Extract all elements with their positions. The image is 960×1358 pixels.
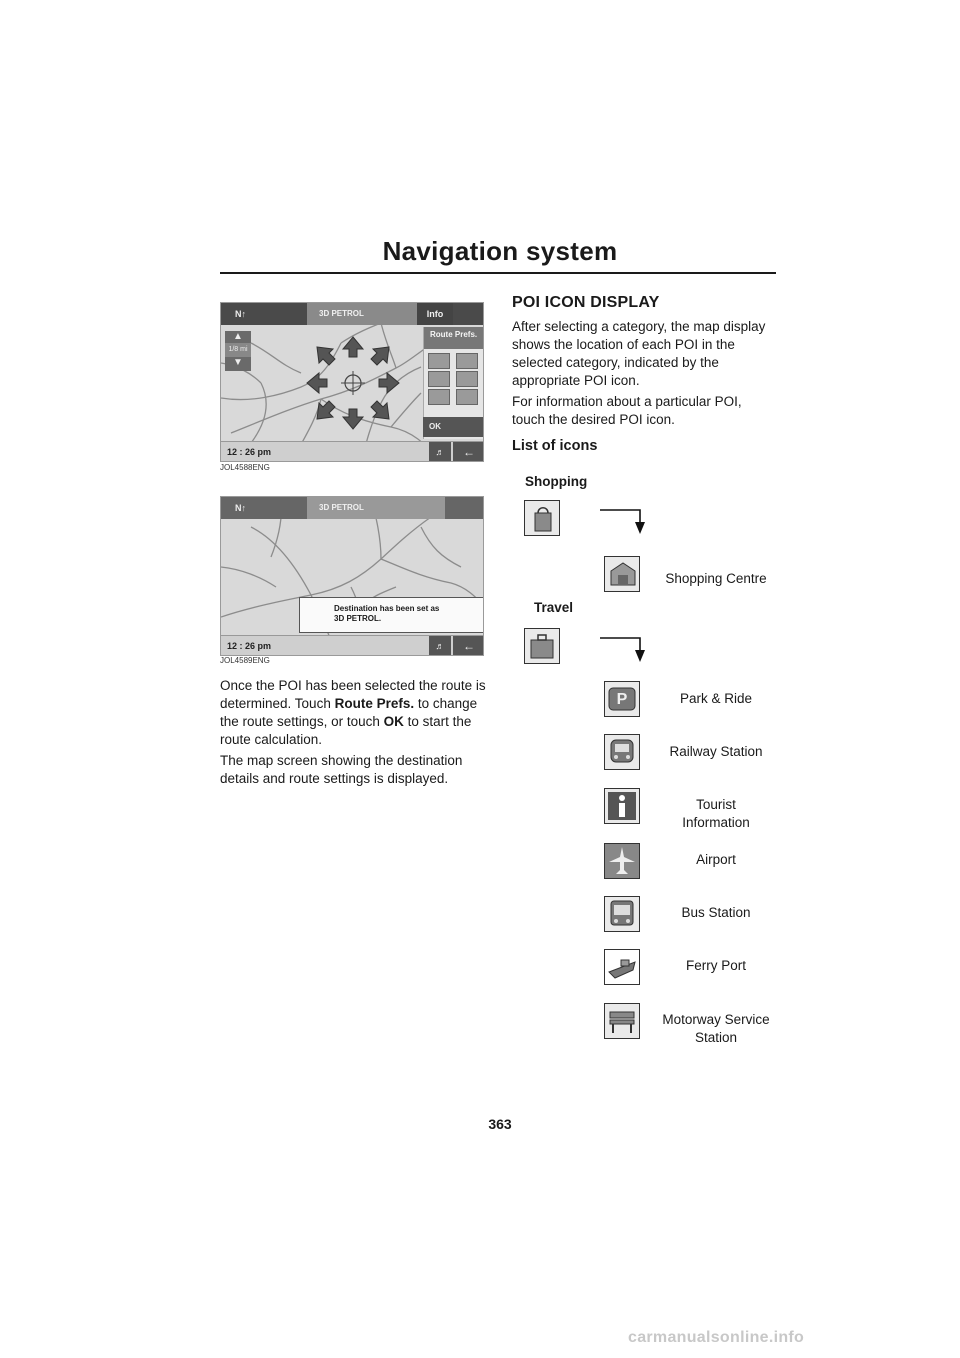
label-railway-station: Railway Station — [669, 744, 763, 759]
zoom-controls — [225, 331, 251, 371]
zoom-in-icon[interactable]: ▲ — [233, 331, 243, 342]
label-motorway-service-1: Motorway Service — [662, 1012, 770, 1027]
mute-button[interactable] — [429, 442, 451, 462]
label-ferry-port: Ferry Port — [685, 958, 746, 973]
zoom-out-icon[interactable]: ▼ — [233, 357, 243, 368]
clock: 12 : 26 pm — [227, 447, 272, 457]
compass-label: N — [235, 503, 242, 513]
title-rule — [220, 272, 776, 274]
scroll-down-icon — [343, 409, 363, 429]
scroll-up-left-icon — [317, 347, 335, 365]
scroll-up-icon — [343, 337, 363, 357]
back-button[interactable] — [453, 636, 484, 656]
label-bus-station: Bus Station — [681, 905, 751, 920]
motorway-service-station-icon — [604, 1003, 640, 1039]
mute-button[interactable] — [429, 636, 451, 656]
label-tourist-information-1: Tourist — [696, 797, 736, 812]
map-screenshot-destination — [220, 496, 484, 656]
category-travel-label: Travel — [534, 600, 574, 615]
route-option-distance-icon[interactable] — [456, 389, 478, 405]
section-heading: POI ICON DISPLAY — [512, 294, 660, 311]
compass-indicator[interactable] — [235, 309, 246, 319]
north-arrow-icon: ↑ — [241, 309, 246, 319]
poi-name-banner: 3D PETROL — [307, 303, 417, 325]
destination-message — [299, 597, 484, 633]
right-paragraph-2: For information about a particular POI, touch the desired POI icon. — [512, 394, 742, 427]
left-paragraph-2: The map screen showing the destination details and route settings is displayed. — [220, 753, 463, 786]
park-and-ride-icon — [604, 681, 640, 717]
suitcase-icon — [524, 628, 560, 664]
route-option-cost-icon[interactable] — [428, 389, 450, 405]
category-shopping-label: Shopping — [525, 474, 588, 489]
left-paragraph-1 — [220, 677, 486, 749]
para1-text-a: Once the POI has been selected the route is determined. Touch — [220, 678, 486, 711]
route-option-ferry-icon[interactable] — [456, 353, 478, 369]
label-airport: Airport — [696, 852, 736, 867]
page-title: Navigation system — [382, 236, 618, 266]
info-button[interactable]: Info — [417, 303, 453, 325]
page-number: 363 — [488, 1116, 512, 1132]
status-bar — [221, 441, 484, 462]
para1-text-c: to change the route settings, or touch — [220, 696, 478, 729]
scroll-up-right-icon — [371, 347, 389, 365]
poi-name-banner: 3D PETROL — [307, 497, 445, 519]
route-option-motorway-icon[interactable] — [428, 353, 450, 369]
route-prefs-button[interactable]: Route Prefs. — [424, 327, 484, 349]
shopping-centre-icon — [604, 556, 640, 592]
ok-button[interactable]: OK — [423, 417, 484, 437]
message-line-2: 3D PETROL. — [334, 614, 382, 623]
label-motorway-service-2: Station — [694, 1030, 738, 1045]
compass-indicator[interactable] — [235, 503, 246, 513]
tourist-information-icon — [604, 788, 640, 824]
bus-station-icon — [604, 896, 640, 932]
label-shopping-centre: Shopping Centre — [665, 571, 767, 586]
clock: 12 : 26 pm — [227, 641, 272, 651]
label-park-and-ride: Park & Ride — [679, 691, 753, 706]
airport-icon — [604, 843, 640, 879]
route-option-toll-icon[interactable] — [428, 371, 450, 387]
route-option-car-icon[interactable] — [456, 371, 478, 387]
list-subheading: List of icons — [512, 438, 598, 454]
right-paragraph-1: After selecting a category, the map display shows the location of each POI in the selected category, indicated by the appropriate POI icon. — [512, 319, 766, 388]
scale-label: 1/8 mi — [225, 343, 251, 357]
north-arrow-icon: ↑ — [241, 503, 246, 513]
connector-arrow-travel — [598, 636, 648, 664]
message-line-1: Destination has been set as — [334, 604, 440, 613]
para1-text-e: to start the route calculation. — [220, 714, 472, 747]
figure-code-1: JOL4588ENG — [220, 463, 270, 472]
scroll-right-icon — [379, 373, 399, 393]
scroll-left-icon — [307, 373, 327, 393]
railway-station-icon — [604, 734, 640, 770]
connector-arrow-shopping — [598, 508, 648, 536]
back-button[interactable] — [453, 442, 484, 462]
label-tourist-information-2: Information — [682, 815, 750, 830]
scroll-down-left-icon — [317, 401, 335, 419]
para1-ok: OK — [383, 714, 404, 729]
scroll-down-right-icon — [371, 401, 389, 419]
figure-code-2: JOL4589ENG — [220, 656, 270, 665]
back-arrow-icon: ← — [463, 639, 475, 653]
shopping-bag-icon — [524, 500, 560, 536]
speaker-icon: ♬ — [435, 447, 445, 457]
scroll-arrows[interactable] — [303, 333, 403, 433]
map-screenshot-scroll — [220, 302, 484, 462]
watermark: carmanualsonline.info — [628, 1329, 805, 1346]
svg-text:P: P — [616, 691, 628, 708]
compass-label: N — [235, 309, 242, 319]
para1-route-prefs: Route Prefs. — [334, 696, 415, 711]
ferry-port-icon — [604, 949, 640, 985]
speaker-icon: ♬ — [435, 641, 445, 651]
status-bar — [221, 635, 484, 656]
back-arrow-icon: ← — [463, 445, 475, 459]
